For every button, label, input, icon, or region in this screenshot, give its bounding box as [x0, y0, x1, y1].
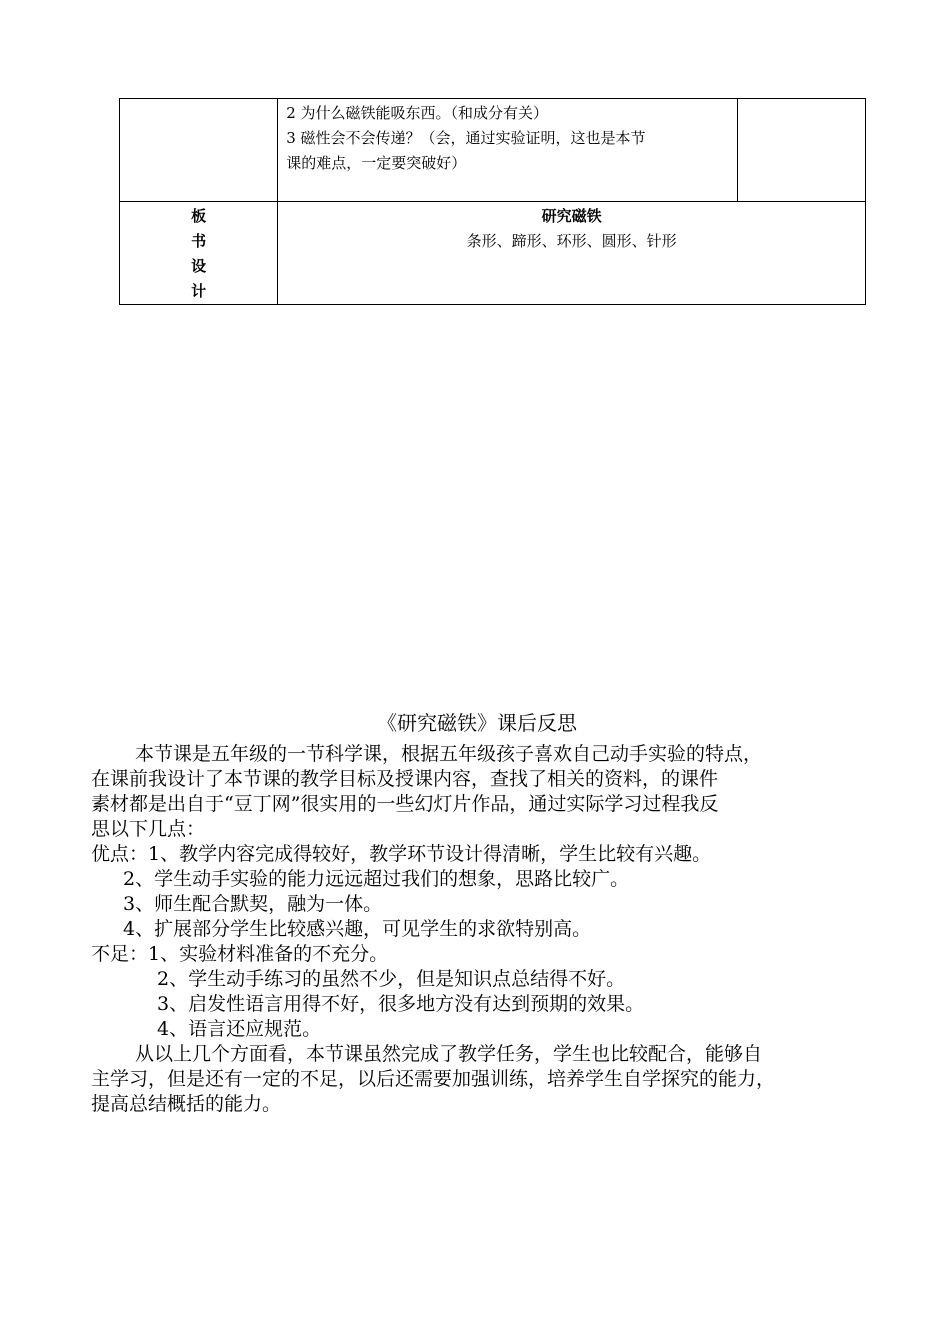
board-title: 研究磁铁 [541, 207, 602, 225]
weaknesses-label: 不足： [91, 943, 149, 965]
weakness-item: 3、启发性语言用得不好，很多地方没有达到预期的效果。 [157, 993, 645, 1015]
intro-line: 在课前我设计了本节课的教学目标及授课内容，查找了相关的资料，的课件 [91, 768, 719, 790]
process-cell [278, 99, 738, 202]
intro-line: 思以下几点： [91, 818, 206, 840]
strength-item: 2、学生动手实验的能力远远超过我们的想象，思路比较广。 [123, 868, 630, 890]
strengths-label: 优点： [91, 843, 149, 865]
board-label-char: 板 [191, 207, 207, 225]
extra-cell [737, 99, 865, 202]
process-line: 3 磁性会不会传递？（会，通过实验证明，这也是本节 [286, 129, 646, 147]
strength-item: 3、师生配合默契，融为一体。 [123, 893, 383, 915]
board-label-char: 书 [191, 232, 207, 250]
intro-line: 本节课是五年级的一节科学课，根据五年级孩子喜欢自己动手实验的特点， [135, 743, 763, 765]
board-label-char: 设 [191, 257, 207, 275]
board-design-label [120, 202, 278, 305]
lesson-plan-table [119, 98, 866, 305]
board-design-content [278, 202, 866, 305]
weakness-item: 4、语言还应规范。 [157, 1018, 322, 1040]
conclusion-line: 从以上几个方面看，本节课虽然完成了教学任务，学生也比较配合，能够自 [135, 1043, 763, 1065]
row-label-cell [120, 99, 278, 202]
conclusion-line: 主学习，但是还有一定的不足，以后还需要加强训练，培养学生自学探究的能力， [91, 1068, 776, 1090]
table-row [120, 99, 866, 202]
weakness-item: 不足：1、实验材料准备的不充分。 [91, 943, 389, 965]
table-row [120, 202, 866, 305]
strength-item: 4、扩展部分学生比较感兴趣，可见学生的求欲特别高。 [123, 918, 592, 940]
intro-line: 素材都是出自于“豆丁网”很实用的一些幻灯片作品，通过实际学习过程我反 [91, 793, 719, 815]
conclusion-line: 提高总结概括的能力。 [91, 1093, 282, 1115]
weakness-item: 2、学生动手练习的虽然不少，但是知识点总结得不好。 [157, 968, 626, 990]
process-line: 课的难点，一定要突破好） [286, 154, 467, 172]
board-shapes: 条形、蹄形、环形、圆形、针形 [466, 232, 677, 250]
board-label-char: 计 [191, 282, 207, 300]
reflection-section [91, 708, 863, 1117]
process-line: 2 为什么磁铁能吸东西。（和成分有关） [286, 104, 549, 122]
reflection-title: 《研究磁铁》课后反思 [377, 711, 577, 735]
strength-item: 优点：1、教学内容完成得较好，教学环节设计得清晰，学生比较有兴趣。 [91, 843, 712, 865]
